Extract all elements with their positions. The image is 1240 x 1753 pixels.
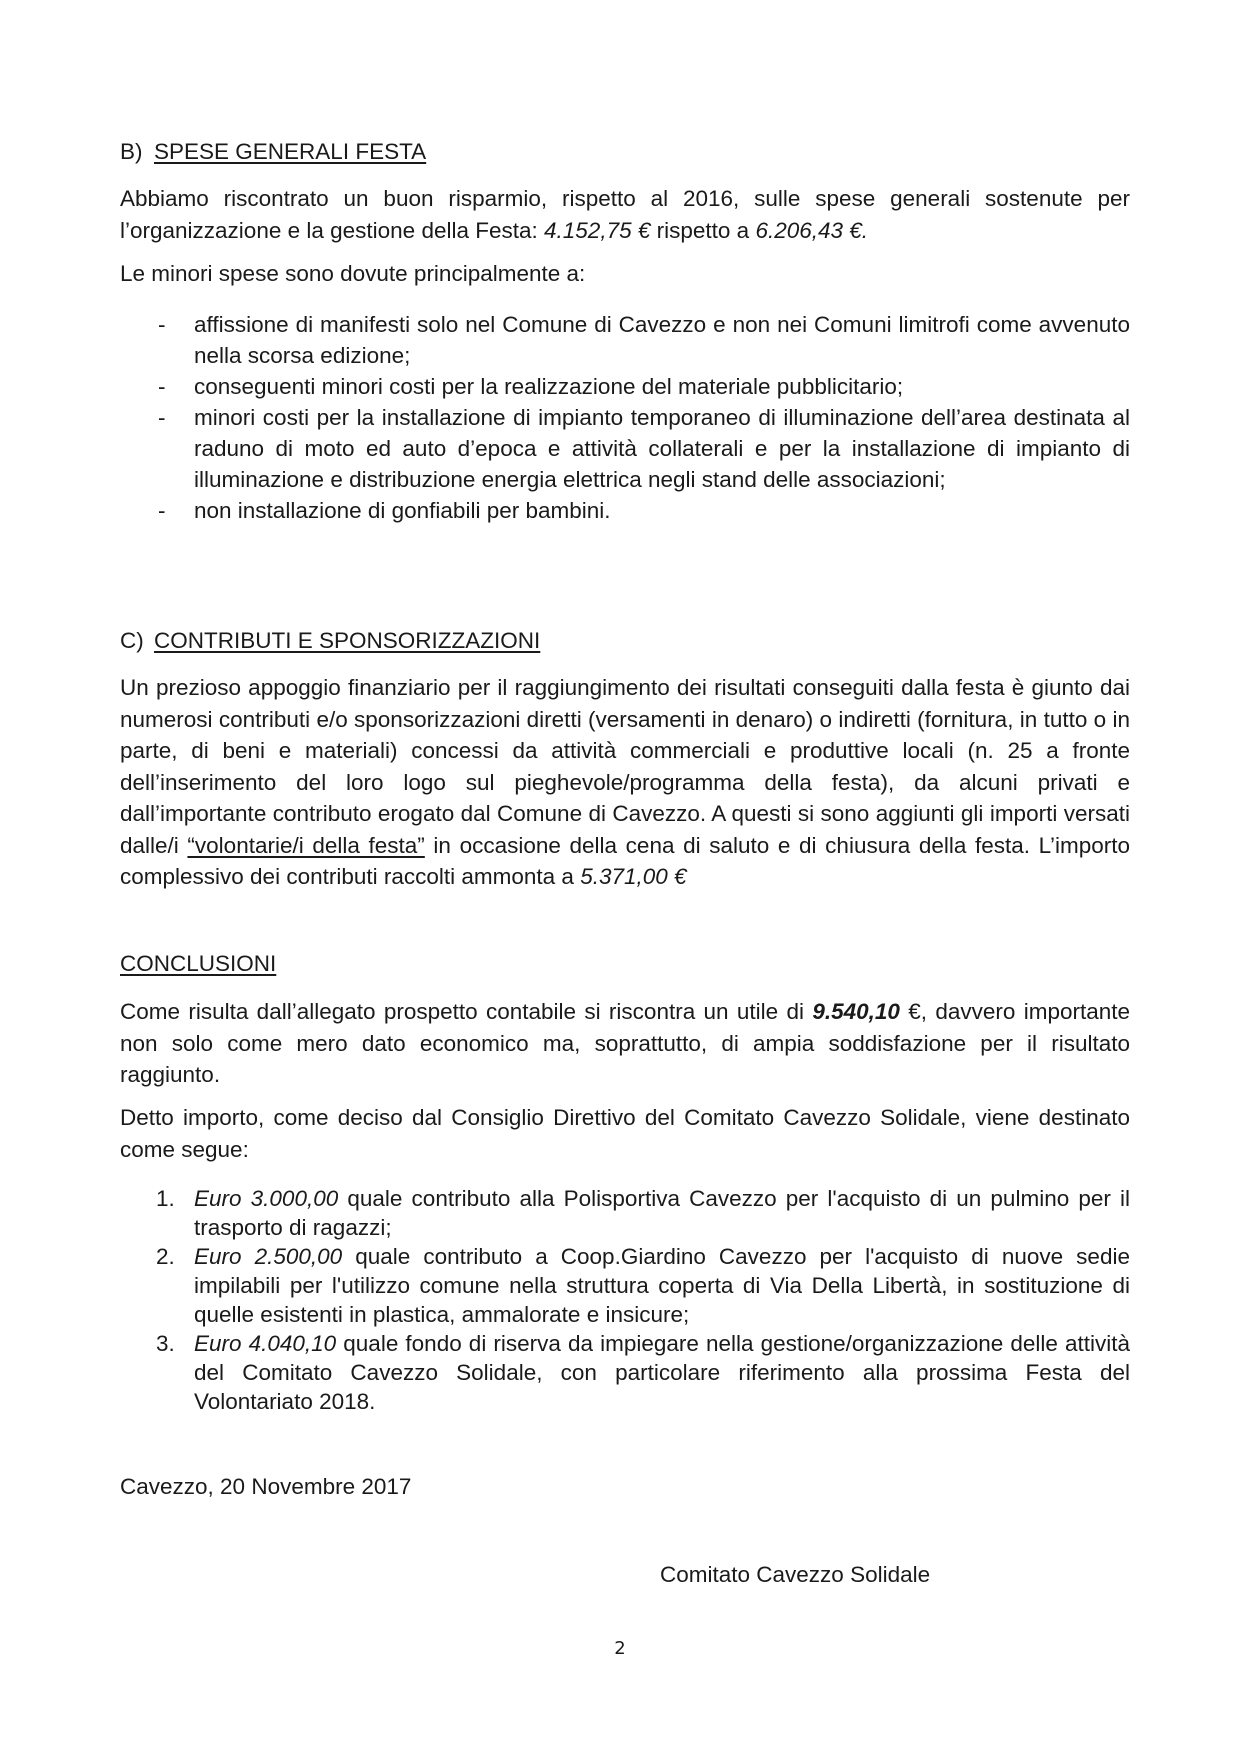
conclusioni-p1-text-b: €, davvero importante non solo come mero dato economico ma, soprattutto, di ampia soddisfazione per il risultato raggiunto. bbox=[120, 999, 1131, 1087]
section-b-list bbox=[120, 309, 1130, 526]
list-item bbox=[120, 1329, 1130, 1416]
section-b-paragraph-1 bbox=[120, 183, 1130, 246]
allocation-text: quale contributo alla Polisportiva Cavezzo per l'acquisto di un pulmino per il trasporto di ragazzi; bbox=[194, 1186, 1130, 1240]
contributions-total-amount: 5.371,00 € bbox=[580, 864, 687, 889]
list-item bbox=[120, 371, 1130, 402]
section-c-text-a: Un prezioso appoggio finanziario per il raggiungimento dei risultati conseguiti dalla festa è giunto dai numerosi contributi e/o sponsorizzazioni diretti (versamenti in denaro) o indiretti (fornitura, in tutto o in parte, di beni e materiali) concessi da attività commerciali e produttive locali (n. 25 a fronte dell’inserimento del loro logo sul pieghevole/programma della festa), da alcuni privati e dall’importante contributo erogato dal Comune di Cavezzo. A questi si sono aggiunti gli importi versati dalle/i bbox=[120, 675, 1130, 858]
allocation-list bbox=[120, 1184, 1130, 1416]
section-b-paragraph-2: Le minori spese sono dovute principalmente a: bbox=[120, 261, 586, 286]
bullet-dash: - bbox=[158, 405, 166, 430]
page-number: 2 bbox=[614, 1638, 626, 1659]
allocation-amount: Euro 2.500,00 bbox=[194, 1244, 343, 1269]
allocation-text: quale contributo a Coop.Giardino Cavezzo per l'acquisto di nuove sedie impilabili per l'utilizzo comune nella struttura coperta di Via Della Libertà, in sostituzione di quelle esistenti in plastica, ammalorate e insicure; bbox=[194, 1244, 1130, 1327]
section-c-text-b: in occasione della cena di saluto e di chiusura della festa. L’importo complessivo dei contributi raccolti ammonta a bbox=[120, 832, 1130, 889]
section-b-letter: B) bbox=[120, 139, 143, 164]
section-c-letter: C) bbox=[120, 628, 144, 653]
conclusioni-paragraph-2: Detto importo, come deciso dal Consiglio Direttivo del Comitato Cavezzo Solidale, viene destinato come segue: bbox=[120, 1105, 1130, 1162]
bullet-dash: - bbox=[158, 498, 166, 523]
list-number: 3. bbox=[156, 1331, 175, 1356]
allocation-amount: Euro 4.040,10 bbox=[194, 1331, 337, 1356]
section-b-title: SPESE GENERALI FESTA bbox=[154, 139, 427, 164]
conclusioni-p1-text-a: Come risulta dall’allegato prospetto contabile si riscontra un utile di bbox=[120, 999, 813, 1024]
conclusioni-heading bbox=[120, 949, 276, 979]
list-item bbox=[120, 1242, 1130, 1329]
volunteers-underlined-text: “volontarie/i della festa” bbox=[187, 832, 425, 858]
list-item bbox=[120, 402, 1130, 495]
list-item bbox=[120, 1184, 1130, 1242]
signature: Comitato Cavezzo Solidale bbox=[660, 1562, 931, 1587]
section-b-amount-2016: 6.206,43 €. bbox=[755, 217, 869, 243]
section-b-amount-2017: 4.152,75 € bbox=[544, 217, 651, 243]
section-c-heading bbox=[120, 626, 540, 656]
section-b-p1-text-a: Abbiamo riscontrato un buon risparmio, rispetto al 2016, sulle spese generali sostenute per l’organizzazione e la gestione della Festa: bbox=[120, 186, 1130, 243]
section-c-paragraph bbox=[120, 672, 1130, 893]
section-b-heading bbox=[120, 137, 426, 167]
list-item bbox=[120, 495, 1130, 526]
list-item-text: conseguenti minori costi per la realizzazione del materiale pubblicitario; bbox=[194, 374, 904, 399]
section-b-p1-text-b: rispetto a bbox=[650, 217, 756, 243]
conclusioni-title: CONCLUSIONI bbox=[120, 951, 277, 976]
list-item-text: non installazione di gonfiabili per bambini. bbox=[194, 498, 611, 523]
list-item-text: affissione di manifesti solo nel Comune di Cavezzo e non nei Comuni limitrofi come avvenuto nella scorsa edizione; bbox=[194, 312, 1130, 368]
date-line: Cavezzo, 20 Novembre 2017 bbox=[120, 1474, 412, 1499]
list-number: 2. bbox=[156, 1244, 175, 1269]
bullet-dash: - bbox=[158, 312, 166, 337]
conclusioni-paragraph-1 bbox=[120, 996, 1130, 1091]
allocation-amount: Euro 3.000,00 bbox=[194, 1186, 339, 1211]
list-number: 1. bbox=[156, 1186, 175, 1211]
allocation-text: quale fondo di riserva da impiegare nella gestione/organizzazione delle attività del Comitato Cavezzo Solidale, con particolare riferimento alla prossima Festa del Volontariato 2018. bbox=[194, 1331, 1130, 1414]
list-item bbox=[120, 309, 1130, 371]
list-item-text: minori costi per la installazione di impianto temporaneo di illuminazione dell’area destinata al raduno di moto ed auto d’epoca e attività collaterali e per la installazione di impianto di illuminazione e distribuzione energia elettrica negli stand delle associazioni; bbox=[194, 405, 1130, 492]
profit-amount: 9.540,10 bbox=[812, 999, 900, 1024]
section-c-title: CONTRIBUTI E SPONSORIZZAZIONI bbox=[154, 628, 541, 653]
bullet-dash: - bbox=[158, 374, 166, 399]
